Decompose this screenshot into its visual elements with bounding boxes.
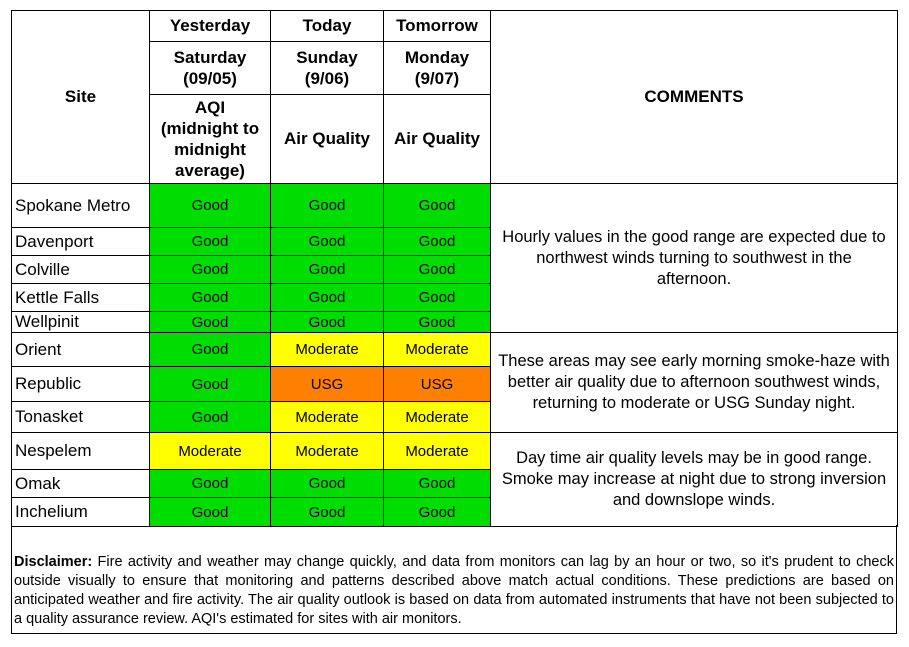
today-metric: Air Quality (271, 95, 384, 184)
date-label: (09/05) (183, 69, 237, 88)
aqi-cell: Good (150, 498, 271, 527)
aqi-cell: Good (384, 284, 491, 312)
day-label: Saturday (173, 48, 247, 67)
aqi-cell: Good (384, 498, 491, 527)
date-label: (9/06) (304, 69, 350, 88)
aqi-cell: Good (384, 184, 491, 228)
day-label: Monday (404, 48, 470, 67)
site-name: Republic (12, 367, 150, 402)
aqi-cell: Good (384, 312, 491, 333)
tomorrow-date (384, 42, 491, 95)
site-name: Kettle Falls (12, 284, 150, 312)
aqi-cell: Moderate (384, 402, 491, 433)
disclaimer-label: Disclaimer: (14, 554, 93, 570)
aqi-cell: Good (271, 498, 384, 527)
disclaimer-border-bottom (11, 633, 897, 634)
comment-group-2: These areas may see early morning smoke-haze with better air quality due to afternoon southwest winds, returning to moderate or USG Sunday night. (491, 333, 898, 433)
site-name: Orient (12, 333, 150, 367)
site-name: Nespelem (12, 433, 150, 470)
aqi-cell: Moderate (150, 433, 271, 470)
today-date (271, 42, 384, 95)
yesterday-date (150, 42, 271, 95)
aqi-cell: Good (271, 284, 384, 312)
aqi-cell: Moderate (384, 433, 491, 470)
yesterday-metric: AQI (midnight to midnight average) (150, 95, 271, 184)
aqi-cell: Good (150, 256, 271, 284)
aqi-cell: Good (150, 333, 271, 367)
aqi-cell: Moderate (271, 402, 384, 433)
aqi-cell: Good (150, 470, 271, 498)
site-name: Colville (12, 256, 150, 284)
aqi-cell: Good (271, 184, 384, 228)
aqi-cell: Good (271, 256, 384, 284)
disclaimer (11, 553, 894, 629)
table-row (12, 333, 898, 367)
aqi-cell: USG (384, 367, 491, 402)
comments-header: COMMENTS (491, 11, 898, 184)
aqi-cell: Moderate (384, 333, 491, 367)
disclaimer-border-right (896, 525, 897, 634)
aqi-cell: Moderate (271, 433, 384, 470)
table-row (12, 433, 898, 470)
aqi-cell: Good (384, 228, 491, 256)
disclaimer-text: Fire activity and weather may change quickly, and data from monitors can lag by an hour or two, so it's prudent to check outside visually to ensure that monitoring and patterns described above match actual conditions. These predictions are based on anticipated weather and fire activity. The air quality outlook is based on data from automated instruments that have not been subjected to a quality assurance review. AQI's estimated for sites with air monitors. (14, 554, 894, 627)
tomorrow-metric: Air Quality (384, 95, 491, 184)
aqi-cell: Good (150, 284, 271, 312)
aqi-cell: Moderate (271, 333, 384, 367)
date-label: (9/07) (414, 69, 460, 88)
site-header: Site (12, 11, 150, 184)
tomorrow-header: Tomorrow (384, 11, 491, 42)
aqi-cell: Good (150, 184, 271, 228)
aqi-cell: Good (271, 470, 384, 498)
site-name: Spokane Metro (12, 184, 150, 228)
aqi-cell: Good (384, 470, 491, 498)
aqi-cell: Good (271, 228, 384, 256)
site-name: Wellpinit (12, 312, 150, 333)
site-name: Inchelium (12, 498, 150, 527)
aqi-cell: Good (150, 228, 271, 256)
comment-group-1: Hourly values in the good range are expected due to northwest winds turning to southwest in the afternoon. (491, 184, 898, 333)
aqi-cell: Good (271, 312, 384, 333)
air-quality-forecast-table (11, 10, 898, 527)
table-row (12, 184, 898, 228)
aqi-cell: Good (384, 256, 491, 284)
aqi-cell: Good (150, 402, 271, 433)
today-header: Today (271, 11, 384, 42)
aqi-cell: Good (150, 367, 271, 402)
aqi-cell: Good (150, 312, 271, 333)
aqi-cell: USG (271, 367, 384, 402)
yesterday-header: Yesterday (150, 11, 271, 42)
comment-group-3: Day time air quality levels may be in good range. Smoke may increase at night due to strong inversion and downslope winds. (491, 433, 898, 527)
site-name: Tonasket (12, 402, 150, 433)
site-name: Davenport (12, 228, 150, 256)
site-name: Omak (12, 470, 150, 498)
day-label: Sunday (296, 48, 358, 67)
